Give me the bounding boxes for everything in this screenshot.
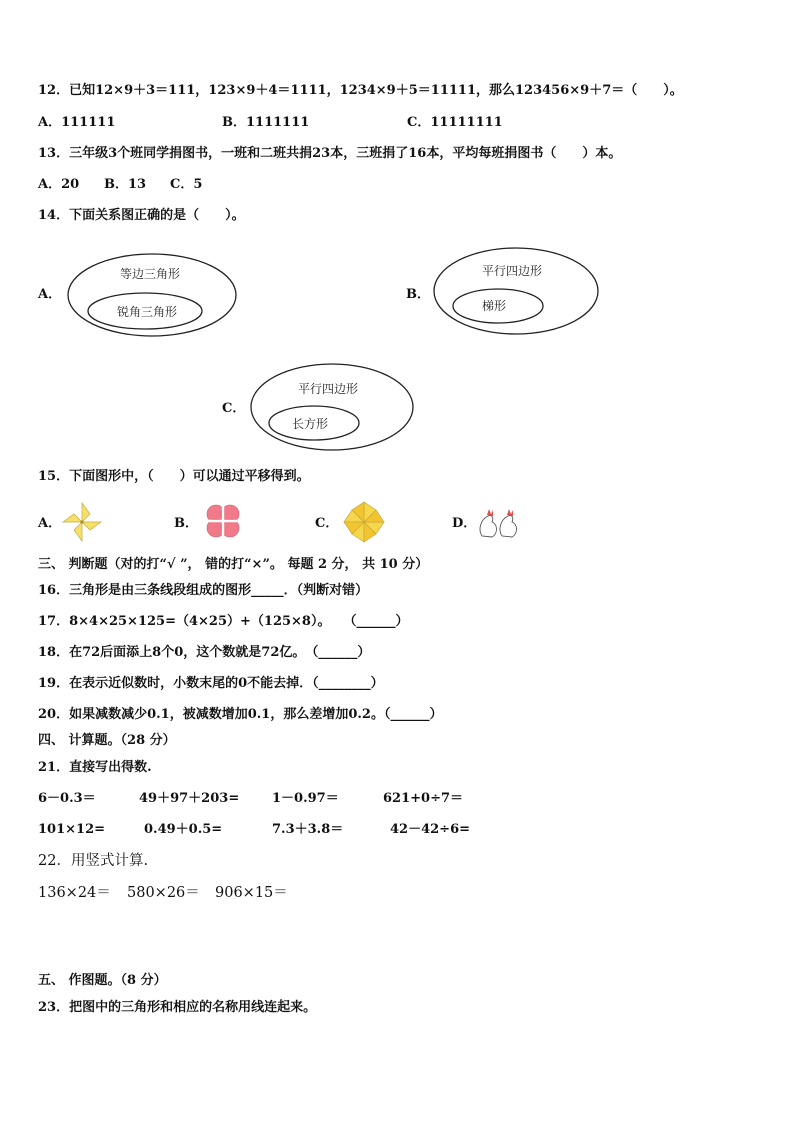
q21-item: 1－0.97＝: [272, 791, 339, 806]
venn-outer-label: 平行四边形: [481, 264, 543, 278]
section-5-title: 五、 作图题。（8 分）: [38, 973, 167, 988]
q19-stem: 19．在表示近似数时，小数末尾的0不能去掉．（________）: [38, 676, 384, 691]
q14-diagram-a: [64, 250, 242, 342]
q15-option-a-label: A．: [38, 516, 62, 531]
pinwheel-icon: [60, 500, 104, 544]
q21-item: 621+0÷7＝: [383, 791, 464, 806]
q20-stem: 20．如果减数减少0.1，被减数增加0.1，那么差增加0.2。（______）: [38, 707, 443, 722]
venn-outer-label: 等边三角形: [119, 267, 181, 281]
q15-option-d-label: D．: [452, 516, 477, 531]
hens-icon: [476, 504, 522, 540]
q22-item: 136×24＝: [38, 885, 111, 901]
pinwheel-square-icon: [342, 500, 386, 544]
q14-option-b-label: B．: [406, 287, 430, 302]
venn-outer-label: 平行四边形: [297, 382, 359, 396]
q21-item: 49＋97＋203=: [139, 791, 240, 806]
q13-option-a: A．20: [38, 177, 80, 192]
q18-stem: 18．在72后面添上8个0，这个数就是72亿。 （______）: [38, 645, 371, 660]
q17-stem: 17．8×4×25×125=（4×25）+（125×8）。 （______）: [38, 614, 409, 629]
venn-inner-label: 长方形: [291, 417, 329, 431]
q12-stem: 12．已知12×9＋3＝111，123×9＋4＝1111，1234×9＋5＝11111，那么123456×9＋7＝（ ）。: [38, 83, 683, 98]
q21-item: 42－42÷6=: [390, 822, 471, 837]
q12-option-a: A．111111: [38, 115, 116, 130]
q22-stem: 22．用竖式计算.: [38, 853, 149, 869]
section-4-title: 四、 计算题。（28 分）: [38, 733, 176, 748]
venn-inner-label: 梯形: [481, 299, 507, 313]
q21-item: 7.3＋3.8＝: [272, 822, 344, 837]
q14-option-a-label: A．: [38, 287, 62, 302]
q14-stem: 14．下面关系图正确的是（ ）。: [38, 208, 245, 223]
q15-option-c-label: C．: [315, 516, 339, 531]
venn-inner-label: 锐角三角形: [116, 305, 178, 319]
q16-stem: 16．三角形是由三条线段组成的图形_____．（判断对错）: [38, 583, 369, 598]
q14-diagram-c: [248, 360, 418, 454]
q21-item: 6－0.3＝: [38, 791, 96, 806]
q21-item: 0.49＋0.5=: [144, 822, 223, 837]
q23-stem: 23．把图中的三角形和相应的名称用线连起来。: [38, 1000, 317, 1015]
flower-icon: [202, 500, 244, 542]
q14-diagram-b: [432, 246, 604, 340]
q12-option-b: B．1111111: [222, 115, 310, 130]
q22-item: 580×26＝: [127, 885, 200, 901]
q13-stem: 13．三年级3个班同学捐图书，一班和二班共捐23本，三班捐了16本，平均每班捐图书（ ）本。: [38, 146, 622, 161]
q14-option-c-label: C．: [222, 401, 246, 416]
q15-option-b-label: B．: [174, 516, 198, 531]
q15-stem: 15．下面图形中，（ ）可以通过平移得到。: [38, 469, 310, 484]
q12-option-c: C．11111111: [407, 115, 503, 130]
q13-option-b: B．13: [104, 177, 147, 192]
section-3-title: 三、 判断题（对的打“√ ”， 错的打“×”。 每题 2 分， 共 10 分）: [38, 557, 429, 572]
q21-item: 101×12=: [38, 822, 106, 837]
q13-option-c: C．5: [170, 177, 203, 192]
q21-stem: 21．直接写出得数.: [38, 760, 152, 775]
q22-item: 906×15＝: [215, 885, 288, 901]
